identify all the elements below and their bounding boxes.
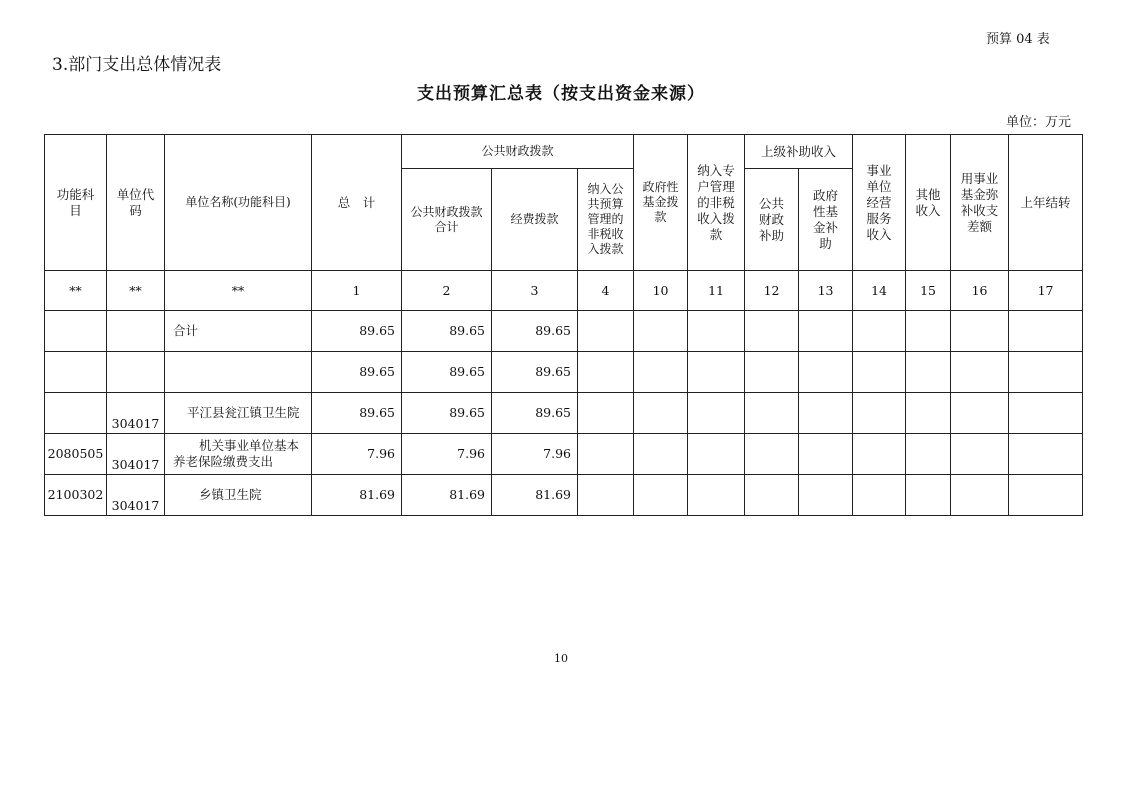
func-cell	[45, 311, 107, 352]
index-cell: 3	[492, 271, 578, 311]
func-cell	[45, 352, 107, 393]
index-cell: 17	[1009, 271, 1083, 311]
name-cell: 平江县瓮江镇卫生院	[165, 393, 312, 434]
name-cell: 合计	[165, 311, 312, 352]
index-cell: 10	[634, 271, 688, 311]
page-number: 10	[554, 652, 568, 665]
budget-table	[44, 134, 1083, 516]
table-row	[45, 434, 1083, 475]
total-cell: 89.65	[312, 393, 402, 434]
index-cell: 12	[745, 271, 799, 311]
header-public-finance-subsidy: 公共财政补助	[745, 169, 799, 271]
total-cell: 89.65	[312, 311, 402, 352]
index-cell: 14	[853, 271, 906, 311]
expense-cell: 89.65	[492, 311, 578, 352]
index-cell: 11	[688, 271, 745, 311]
index-row	[45, 271, 1083, 311]
header-expense-allocation: 经费拨款	[492, 169, 578, 271]
header-func-subject: 功能科目	[45, 135, 107, 271]
header-total: 总 计	[312, 135, 402, 271]
index-cell: **	[107, 271, 165, 311]
index-cell: 1	[312, 271, 402, 311]
code-cell: 304017	[107, 475, 165, 516]
table-row	[45, 352, 1083, 393]
header-gov-fund-subsidy: 政府性基金补助	[799, 169, 853, 271]
expense-cell: 7.96	[492, 434, 578, 475]
code-cell	[107, 311, 165, 352]
table-row	[45, 311, 1083, 352]
header-special-non-tax: 纳入专户管理的非税收入拨款	[688, 135, 745, 271]
pf-total-cell: 81.69	[402, 475, 492, 516]
func-cell: 2080505	[45, 434, 107, 475]
section-title: 3.部门支出总体情况表	[52, 55, 222, 75]
form-number: 预算 04 表	[986, 32, 1050, 47]
header-superior-subsidy: 上级补助收入	[745, 135, 853, 169]
index-cell: 16	[951, 271, 1009, 311]
index-cell: **	[45, 271, 107, 311]
func-cell	[45, 393, 107, 434]
pf-total-cell: 89.65	[402, 393, 492, 434]
header-public-finance: 公共财政拨款	[402, 135, 634, 169]
name-cell: 乡镇卫生院	[165, 475, 312, 516]
pf-total-cell: 89.65	[402, 352, 492, 393]
index-cell: 2	[402, 271, 492, 311]
expense-cell: 89.65	[492, 352, 578, 393]
expense-cell: 81.69	[492, 475, 578, 516]
header-unit-code: 单位代码	[107, 135, 165, 271]
total-cell: 81.69	[312, 475, 402, 516]
index-cell: 13	[799, 271, 853, 311]
table-row	[45, 393, 1083, 434]
header-non-tax-income: 纳入公共预算管理的非税收入拨款	[578, 169, 634, 271]
header-gov-fund: 政府性基金拨款	[634, 135, 688, 271]
total-cell: 89.65	[312, 352, 402, 393]
name-cell	[165, 352, 312, 393]
table-row	[45, 475, 1083, 516]
header-carryover: 上年结转	[1009, 135, 1083, 271]
header-public-finance-total: 公共财政拨款合计	[402, 169, 492, 271]
header-fund-offset: 用事业基金弥补收支差额	[951, 135, 1009, 271]
pf-total-cell: 7.96	[402, 434, 492, 475]
index-cell: **	[165, 271, 312, 311]
header-other-income: 其他收入	[906, 135, 951, 271]
func-cell: 2100302	[45, 475, 107, 516]
name-cell: 机关事业单位基本养老保险缴费支出	[165, 434, 312, 475]
header-business-income: 事业单位经营服务收入	[853, 135, 906, 271]
expense-cell: 89.65	[492, 393, 578, 434]
total-cell: 7.96	[312, 434, 402, 475]
header-unit-name: 单位名称(功能科目)	[165, 135, 312, 271]
code-cell	[107, 352, 165, 393]
index-cell: 15	[906, 271, 951, 311]
table-title: 支出预算汇总表（按支出资金来源）	[417, 84, 705, 104]
unit-label: 单位：万元	[1006, 115, 1072, 130]
code-cell: 304017	[107, 393, 165, 434]
code-cell: 304017	[107, 434, 165, 475]
pf-total-cell: 89.65	[402, 311, 492, 352]
index-cell: 4	[578, 271, 634, 311]
